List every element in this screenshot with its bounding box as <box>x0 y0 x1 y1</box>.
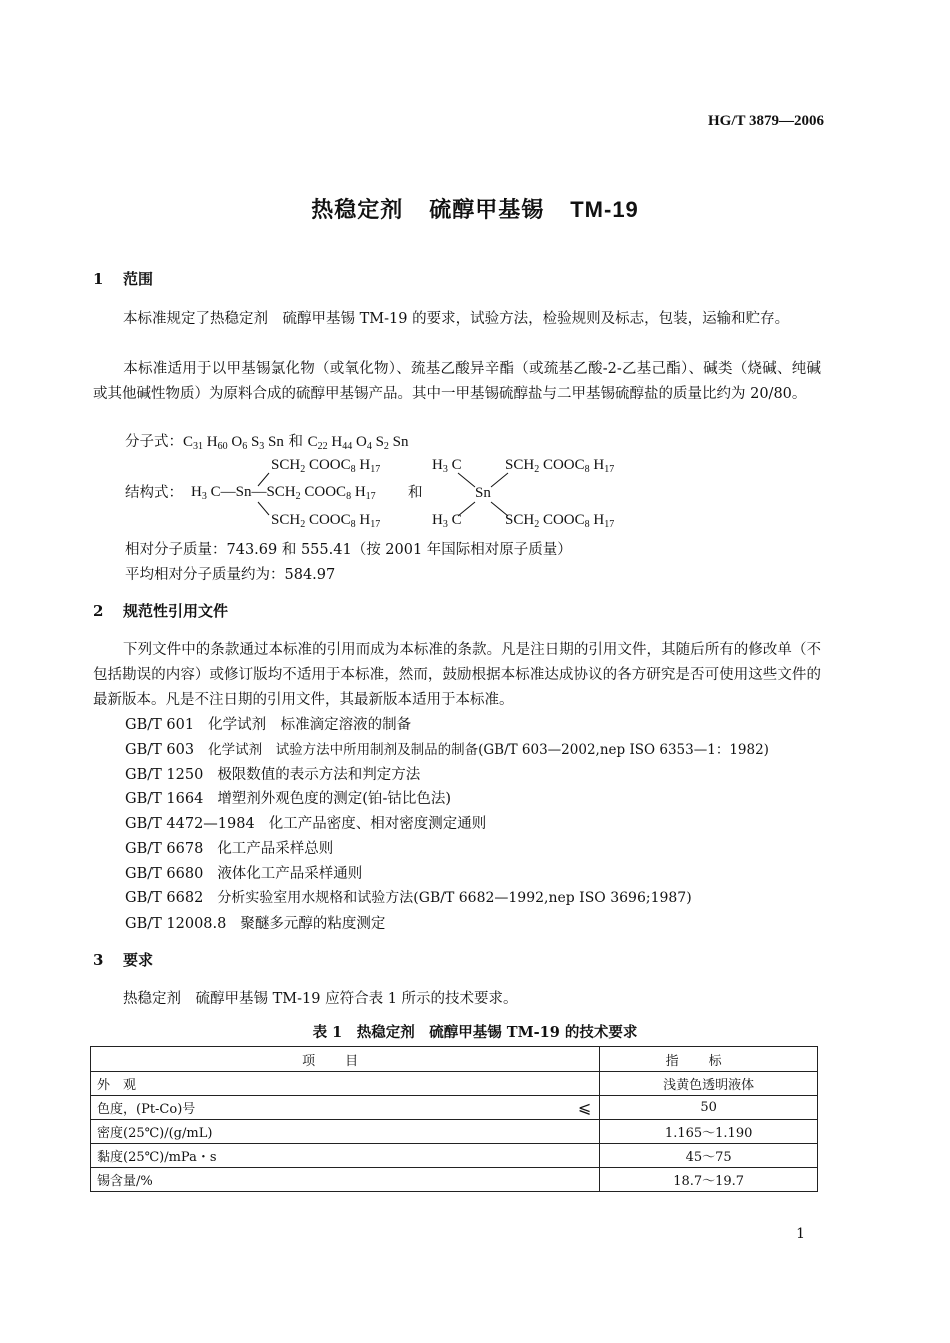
structure-b-sn: Sn <box>475 485 491 501</box>
row-item: 色度，(Pt-Co)号 ⩽ <box>91 1096 600 1120</box>
structure-label: 结构式： <box>125 485 183 501</box>
reference-item: GB/T 6682 分析实验室用水规格和试验方法(GB/T 6682—1992,nep ISO 3696;1987) <box>125 890 692 906</box>
row-item: 锡含量/% <box>91 1168 600 1192</box>
row-item: 外 观 <box>91 1072 600 1096</box>
table-caption: 表 1 热稳定剂 硫醇甲基锡 TM-19 的技术要求 <box>312 1024 638 1041</box>
section1-para1: 本标准规定了热稳定剂 硫醇甲基锡 TM-19 的要求，试验方法，检验规则及标志，包装，运输和贮存。 <box>123 311 790 327</box>
row-value: 1.165～1.190 <box>600 1120 818 1144</box>
reference-item: GB/T 4472—1984 化工产品密度、相对密度测定通则 <box>125 816 487 832</box>
table-row <box>91 1144 818 1168</box>
structure-b-h3c-bottom: $H_3$ C <box>432 512 462 530</box>
structure-b-top: $SCH_2$ $COOC_8$ $H_{17}$ <box>505 457 615 475</box>
reference-item: GB/T 6678 化工产品采样总则 <box>125 841 334 857</box>
row-value: 18.7～19.7 <box>600 1168 818 1192</box>
reference-item: GB/T 12008.8 聚醚多元醇的粘度测定 <box>125 916 386 932</box>
title-part1: 热稳定剂 <box>311 197 404 223</box>
average-molar-mass: 平均相对分子质量约为：584.97 <box>125 567 336 583</box>
reference-item: GB/T 1250 极限数值的表示方法和判定方法 <box>125 767 421 783</box>
row-item: 密度(25℃)/(g/mL) <box>91 1120 600 1144</box>
reference-item: GB/T 601 化学试剂 标准滴定溶液的制备 <box>125 717 412 733</box>
table-header-row <box>91 1047 818 1072</box>
structure-a-middle: $H_3$ $C—Sn—SCH_2$ $COOC_8$ $H_{17}$ <box>191 484 376 502</box>
title-part2: 硫醇甲基锡 <box>429 197 545 223</box>
document-code: HG/T 3879—2006 <box>708 113 824 129</box>
structure-b-h3c-top: $H_3$ C <box>432 457 462 475</box>
formula-2: $C_{22}$ $H_{44}$ $O_4$ $S_2$ Sn <box>307 434 409 452</box>
section3-title: 要求 <box>123 951 154 969</box>
structure-b-bottom: $SCH_2$ $COOC_8$ $H_{17}$ <box>505 512 615 530</box>
row-value: 浅黄色透明液体 <box>600 1072 818 1096</box>
section3-para: 热稳定剂 硫醇甲基锡 TM-19 应符合表 1 所示的技术要求。 <box>123 991 518 1007</box>
column-header-index: 指标 <box>600 1047 818 1072</box>
reference-item: GB/T 1664 增塑剂外观色度的测定(铂-钴比色法) <box>125 791 452 807</box>
section3-heading <box>93 949 153 970</box>
title-part3: TM-19 <box>570 197 639 222</box>
section1-para2: 本标准适用于以甲基锡氯化物（或氧化物）、巯基乙酸异辛酯（或巯基乙酸-2-乙基己酯）、碱类（烧碱、纯碱或其他碱性物质）为原料合成的硫醇甲基锡产品。其中一甲基锡硫醇盐与二甲基锡硫醇盐的质量比约为 20/80。 <box>93 361 821 402</box>
structure-and: 和 <box>408 485 423 501</box>
table-row <box>91 1120 818 1144</box>
section2-title: 规范性引用文件 <box>123 602 229 620</box>
structure-a-top: $SCH_2$ $COOC_8$ $H_{17}$ <box>271 457 381 475</box>
table-row <box>91 1168 818 1192</box>
row-item: 黏度(25℃)/mPa・s <box>91 1144 600 1168</box>
molar-mass: 相对分子质量：743.69 和 555.41（按 2001 年国际相对原子质量） <box>125 542 572 558</box>
row-value: 50 <box>600 1096 818 1120</box>
table-row <box>91 1072 818 1096</box>
formula-1: $C_{31}$ $H_{60}$ $O_6$ $S_3$ Sn <box>183 434 284 452</box>
reference-item: GB/T 6680 液体化工产品采样通则 <box>125 866 363 882</box>
formula-and: 和 <box>288 434 303 450</box>
section1-title: 范围 <box>123 270 154 288</box>
reference-item: GB/T 603 化学试剂 试验方法中所用制剂及制品的制备(GB/T 603—2002,nep ISO 6353—1：1982) <box>125 742 769 758</box>
section1-number: 1 <box>93 270 104 288</box>
page-number: 1 <box>796 1226 805 1242</box>
le-sign: ⩽ <box>577 1098 592 1117</box>
section2-heading <box>93 600 228 621</box>
column-header-item: 项目 <box>91 1047 600 1072</box>
structure-a-bottom: $SCH_2$ $COOC_8$ $H_{17}$ <box>271 512 381 530</box>
table-row <box>91 1096 818 1120</box>
spec-table <box>90 1046 818 1192</box>
row-value: 45～75 <box>600 1144 818 1168</box>
section2-number: 2 <box>93 602 104 620</box>
section3-number: 3 <box>93 951 104 969</box>
section2-para: 下列文件中的条款通过本标准的引用而成为本标准的条款。凡是注日期的引用文件，其随后所有的修改单（不包括勘误的内容）或修订版均不适用于本标准，然而，鼓励根据本标准达成协议的各方研究是否可使用这些文件的最新版本。凡是不注日期的引用文件，其最新版本适用于本标准。 <box>93 642 821 708</box>
formula-label: 分子式： <box>125 434 183 450</box>
